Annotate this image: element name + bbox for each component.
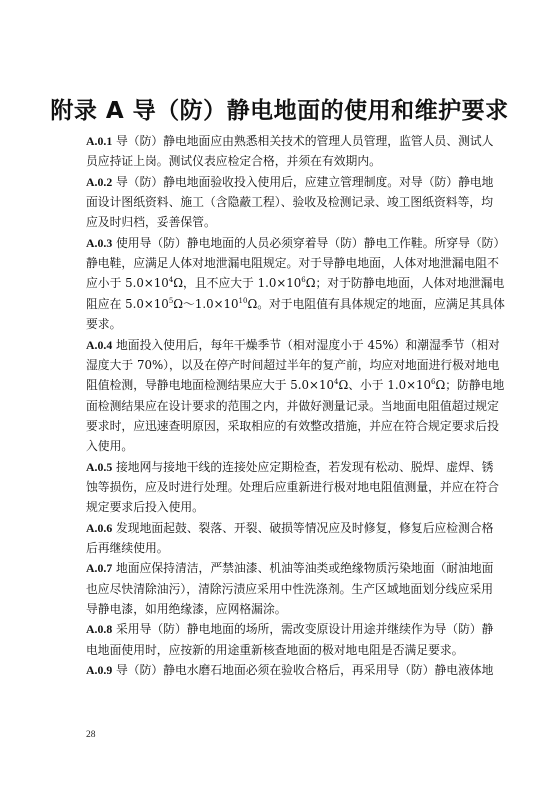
clause-first-line: [86, 174, 494, 190]
clause-line: [86, 153, 478, 169]
clause-first-line: [86, 133, 494, 149]
clause-text: 应及时归档，妥善保管。: [86, 215, 216, 230]
clause-line: [86, 479, 499, 495]
page-title: 附录 A 导（防）静电地面的使用和维护要求: [50, 98, 509, 125]
clause-line: [86, 214, 478, 230]
clause-line: [86, 642, 478, 658]
clause-number: A.0.2: [86, 174, 113, 189]
clause-number: A.0.3: [86, 235, 113, 250]
clause-text: 要求。: [86, 317, 122, 332]
clause-first-line: [86, 662, 494, 678]
clause-number: A.0.6: [86, 520, 113, 535]
clause-number: A.0.5: [86, 459, 113, 474]
page-number: 28: [86, 730, 96, 740]
clause-line: [86, 296, 505, 312]
clause-text: 电地面使用时，应按新的用途重新核查地面的极对地电阻是否满足要求。: [86, 642, 464, 657]
clause-line: [86, 316, 478, 332]
clause-text: 使用导（防）静电地面的人员必须穿着导（防）静电工作鞋。所穿导（防）: [112, 235, 506, 250]
clause-line: [86, 275, 505, 291]
clause-first-line: [86, 520, 494, 536]
clause-first-line: [86, 337, 500, 353]
clause-first-line: [86, 459, 494, 475]
clause-text: 发现地面起鼓、裂落、开裂、破损等情况应及时修复，修复后应检测合格: [112, 520, 494, 535]
clause-text: 员应持证上岗。测试仪表应检定合格，并须在有效期内。: [86, 154, 381, 169]
clause-line: [86, 398, 499, 414]
clause-line: [86, 357, 500, 373]
clause-number: A.0.9: [86, 663, 113, 678]
clause-text: 静电鞋，应满足人体对地泄漏电阻规定。对于导静电地面，人体对地泄漏电阻不: [86, 256, 499, 271]
clause-text: 湿度大于 70%），以及在停产时间超过半年的复产前，均应对地面进行极对地电: [86, 357, 500, 372]
clause-text: 地面投入使用后，每年干燥季节（相对湿度小于 45%）和潮湿季节（相对: [112, 337, 500, 352]
clause-text: 接地网与接地干线的连接处应定期检查，若发现有松动、脱焊、虚焊、锈: [112, 459, 494, 474]
clause-text: 要求时，应迅速查明原因，采取相应的有效整改措施，并应在符合规定要求后投: [86, 418, 499, 433]
clause-line: [86, 194, 493, 210]
clause-text: 也应尽快清除油污），清除污渍应采用中性洗涤剂。生产区域地面划分线应采用: [86, 581, 493, 596]
clause-text: 后再继续使用。: [86, 541, 169, 555]
clause-line: [86, 540, 478, 556]
clause-line: [86, 377, 505, 393]
clause-text: 蚀等损伤，应及时进行处理。处理后应重新进行极对地电阻值测量，并应在符合: [86, 479, 499, 494]
clause-text: 阻值检测，导静电地面检测结果应大于 $5.0\times 10^4\Omega$、小于 $1.0\times 10^6\Omega$；防静电地: [86, 378, 505, 393]
clause-text: 面设计图纸资料、施工（含隐蔽工程）、验收及检测记录、竣工图纸资料等，均: [86, 195, 493, 210]
clause-line: [86, 581, 493, 597]
clause-text: 面检测结果应在设计要求的范围之内，并做好测量记录。当地面电阻值超过规定: [86, 398, 499, 413]
clause-line: [86, 438, 478, 454]
clause-text: 规定要求后投入使用。: [86, 500, 204, 515]
clause-text: 导（防）静电地面应由熟悉相关技术的管理人员管理，监管人员、测试人: [112, 134, 494, 148]
clause-text: 应小于 $5.0\times 10^4\Omega$，且不应大于 $1.0\times 10^6\Omega$；对于防静电地面，人体对地泄漏电: [86, 276, 505, 291]
clause-line: [86, 255, 499, 271]
clause-text: 采用导（防）静电地面的场所，需改变原设计用途并继续作为导（防）静: [112, 622, 494, 637]
clause-first-line: [86, 235, 506, 251]
clause-first-line: [86, 621, 494, 637]
clause-text: 导（防）静电地面验收投入使用后，应建立管理制度。对导（防）静电地: [112, 174, 494, 189]
clause-text: 阻应在 $5.0\times 10^5\Omega\sim 1.0\times 10^{10}\Omega$。对于电阻值有具体规定的地面，应满足其具体: [86, 296, 505, 311]
clause-number: A.0.1: [86, 134, 113, 148]
clause-line: [86, 601, 478, 617]
clause-number: A.0.8: [86, 622, 113, 637]
clause-text: 导静电漆，如用绝缘漆，应网格漏涂。: [86, 602, 287, 617]
clause-text: 入使用。: [86, 439, 134, 454]
clause-number: A.0.4: [86, 337, 113, 352]
clause-line: [86, 418, 499, 434]
clause-text: 导（防）静电水磨石地面必须在验收合格后，再采用导（防）静电液体地: [112, 663, 494, 678]
clause-text: 地面应保持清洁，严禁油漆、机油等油类或绝缘物质污染地面（耐油地面: [112, 561, 494, 576]
clause-first-line: [86, 560, 494, 576]
clause-number: A.0.7: [86, 561, 113, 576]
clause-line: [86, 499, 478, 515]
